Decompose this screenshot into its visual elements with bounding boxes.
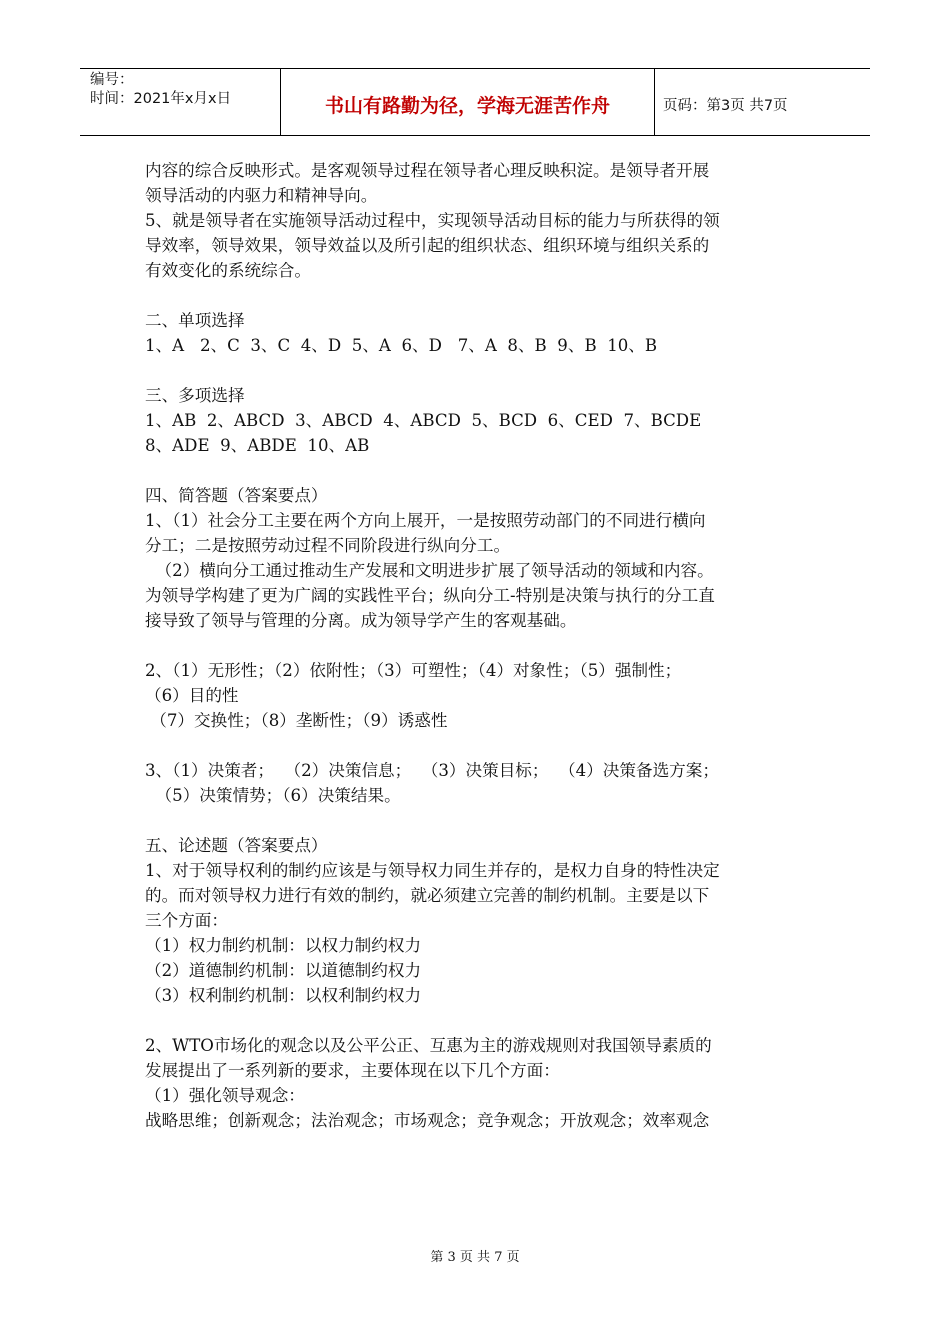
text-line: 有效变化的系统综合。 (145, 261, 311, 280)
text-line: （2）横向分工通过推动生产发展和文明进步扩展了领导活动的领域和内容。 (145, 561, 714, 580)
text-line: 为领导学构建了更为广阔的实践性平台；纵向分工-特别是决策与执行的分工直 (145, 586, 715, 605)
text-line: （2）道德制约机制：以道德制约权力 (145, 961, 422, 980)
document-number-label: 编号： (90, 72, 134, 88)
header-page-info: 页码：第3页 共7页 (663, 97, 788, 114)
text-line: （7）交换性；（8）垄断性；（9）诱惑性 (145, 711, 448, 730)
text-line: （3）权利制约机制：以权利制约权力 (145, 986, 422, 1005)
text-line: 1、（1）社会分工主要在两个方向上展开，一是按照劳动部门的不同进行横向 (145, 511, 706, 530)
text-line: 2、（1）无形性；（2）依附性；（3）可塑性；（4）对象性；（5）强制性； (145, 661, 682, 680)
blank-line (145, 358, 805, 383)
text-line: 1、A 2、C 3、C 4、D 5、A 6、D 7、A 8、B 9、B 10、B (145, 336, 658, 355)
text-line: 三个方面： (145, 911, 228, 930)
document-date: 时间：2021年x月x日 (90, 91, 232, 107)
blank-line (145, 1008, 805, 1033)
text-line: （6）目的性 (145, 686, 239, 705)
text-line: 四、简答题（答案要点） (145, 486, 328, 505)
document-body (145, 158, 805, 1133)
text-line: 3、（1）决策者； （2）决策信息； （3）决策目标； （4）决策备选方案； (145, 761, 719, 780)
text-line: （1）强化领导观念： (145, 1086, 305, 1105)
text-line: 二、单项选择 (145, 311, 245, 330)
text-line: （5）决策情势；（6）决策结果。 (145, 786, 401, 805)
text-line: 的。而对领导权力进行有效的制约，就必须建立完善的制约机制。主要是以下 (145, 886, 710, 905)
text-line: 8、ADE 9、ABDE 10、AB (145, 436, 370, 455)
text-line: 内容的综合反映形式。是客观领导过程在领导者心理反映积淀。是领导者开展 (145, 161, 710, 180)
text-line: 接导致了领导与管理的分离。成为领导学产生的客观基础。 (145, 611, 577, 630)
blank-line (145, 808, 805, 833)
text-line: 三、多项选择 (145, 386, 245, 405)
text-line: 五、论述题（答案要点） (145, 836, 328, 855)
text-line: 2、WTO市场化的观念以及公平公正、互惠为主的游戏规则对我国领导素质的 (145, 1036, 712, 1055)
header-motto: 书山有路勤为径，学海无涯苦作舟 (281, 69, 655, 135)
blank-line (145, 458, 805, 483)
blank-line (145, 733, 805, 758)
text-line: 分工；二是按照劳动过程不同阶段进行纵向分工。 (145, 536, 511, 555)
text-line: 1、AB 2、ABCD 3、ABCD 4、ABCD 5、BCD 6、CED 7、BCDE (145, 411, 702, 430)
blank-line (145, 283, 805, 308)
text-line: 导效率，领导效果，领导效益以及所引起的组织状态、组织环境与组织关系的 (145, 236, 710, 255)
text-line: 领导活动的内驱力和精神导向。 (145, 186, 378, 205)
text-line: 战略思维；创新观念；法治观念；市场观念；竞争观念；开放观念；效率观念 (145, 1111, 710, 1130)
text-line: 1、对于领导权利的制约应该是与领导权力同生并存的，是权力自身的特性决定 (145, 861, 720, 880)
blank-line (145, 633, 805, 658)
header-meta (80, 69, 281, 135)
text-line: （1）权力制约机制：以权力制约权力 (145, 936, 422, 955)
text-line: 5、就是领导者在实施领导活动过程中，实现领导活动目标的能力与所获得的领 (145, 211, 720, 230)
page-header (80, 68, 870, 136)
page-footer: 第 3 页 共 7 页 (430, 1250, 520, 1265)
text-line: 发展提出了一系列新的要求，主要体现在以下几个方面： (145, 1061, 560, 1080)
